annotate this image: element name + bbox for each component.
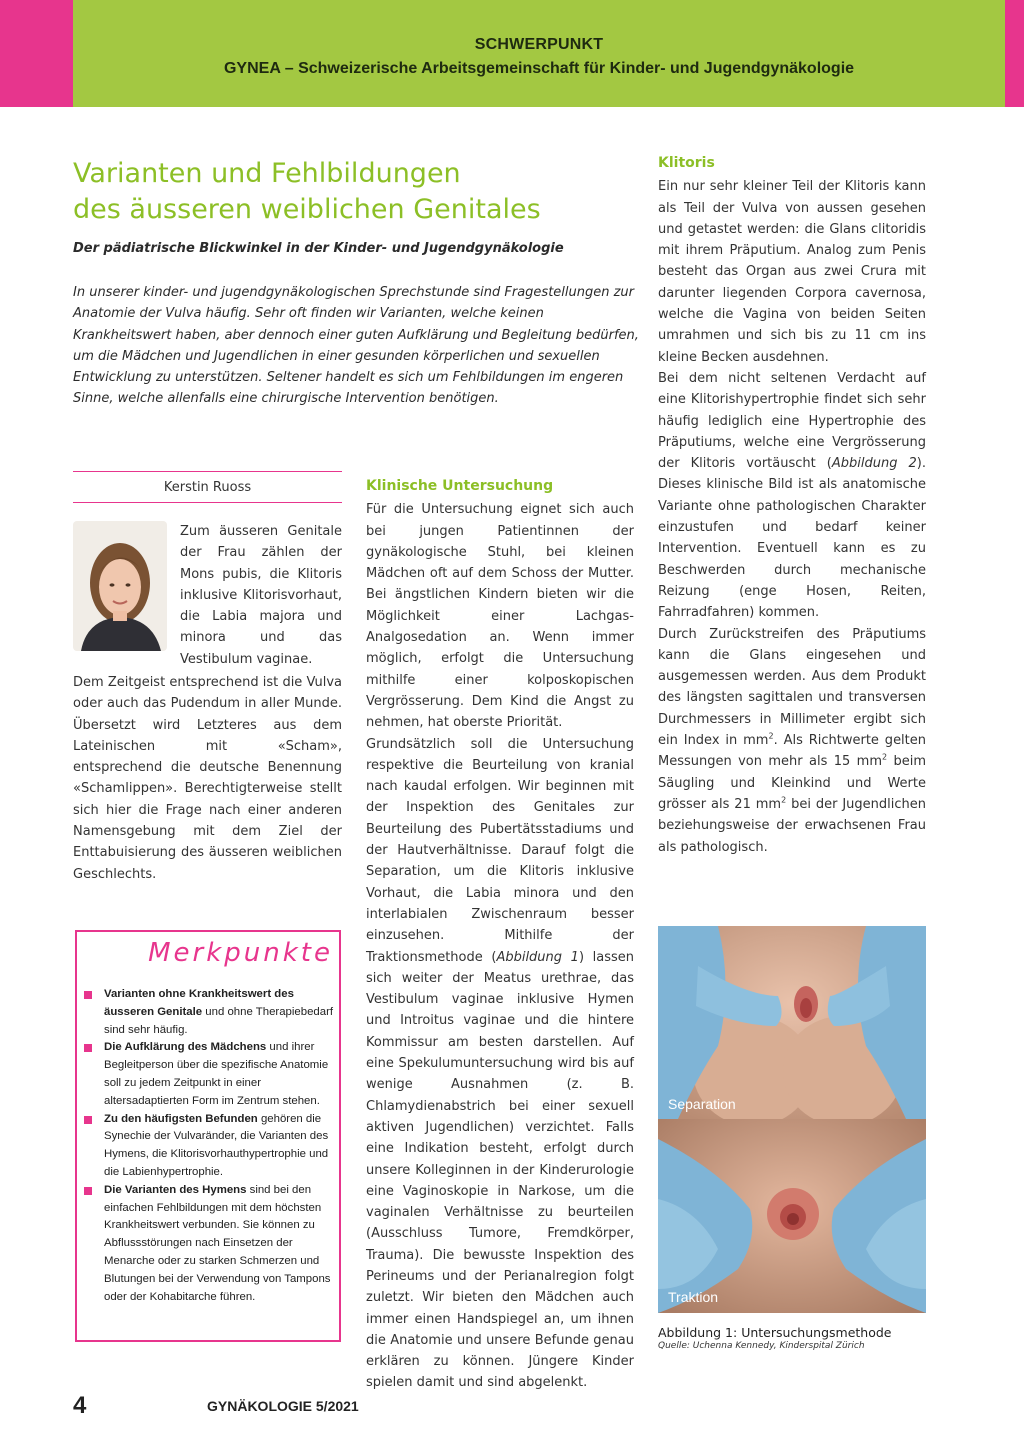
article-lead: In unserer kinder- und jugendgynäkologischen Sprechstunde sind Fragestellungen zur Anatomie der Vulva häufig. Sehr oft finden wir Varianten, welche keinen Krankheitswert haben, aber dennoch einer guten Aufklärung und Begleitung bedürfen, um die Mädchen und Jugendlichen in einer gesunden körperlichen und sexuellen Entwicklung zu unterstützen. Seltener handelt es sich um Fehlbildungen im engeren Sinne, welche allenfalls eine chirurgische Intervention benötigen. — [73, 285, 639, 407]
figure-reference: Abbildung 1 — [496, 949, 579, 965]
klinische-text: Grundsätzlich soll die Untersuchung respektive die Beurteilung von kranial nach kaudal erfolgen. Wir beginnen mit der Inspektion des Genitales zur Beurteilung des Pubertätsstadiums und der Hautverhältnisse. Darauf folgt die Separation, um die Klitoris inklusive Vorhaut, die Labia minora und den interlabialen Zwischenraum besser einzusehen. Mithilfe der Traktionsmethode ( — [366, 736, 634, 965]
bullet-square-icon — [84, 1044, 92, 1052]
figure-caption: Abbildung 1: Untersuchungsmethode — [658, 1325, 892, 1340]
merkpunkt-text: und ihrer Begleitperson über die spezifische Anatomie soll zu jedem Zeitpunkt in einer altersadaptierten Form im Zentrum stehen. — [104, 1041, 329, 1107]
figure-image-traktion — [658, 1119, 926, 1313]
organisation-line — [73, 60, 1005, 78]
page-number: 4 — [73, 1392, 87, 1419]
klitoris-paragraph-3 — [658, 624, 926, 858]
klitoris-heading: Klitoris — [658, 155, 715, 171]
header-pink-band-right — [1005, 0, 1024, 107]
merkpunkt-bold: Zu den häufigsten Befunden — [104, 1112, 258, 1125]
author-name: Kerstin Ruoss — [163, 480, 252, 495]
author-photo — [73, 521, 167, 651]
intro-paragraph: Dem Zeitgeist entsprechend ist die Vulva oder auch das Pudendum in aller Munde. Übersetzt wird Letzteres aus dem Lateinischen mit «Scham», entsprechend die deutsche Benennung «Schamlippen». Berechtigterweise stellt sich hier die Frage nach einer anderen Namensgebung mit dem Ziel der Enttabuisierung des äusseren weiblichen Geschlechts. — [73, 675, 342, 882]
merkpunkt-text: und ohne Therapiebedarf sind sehr häufig. — [104, 1005, 334, 1036]
klitoris-text: . Als Richtwerte gelten Messungen von mehr als 15 mm — [658, 733, 927, 770]
title-line-1: Varianten und Fehlbildungen — [73, 158, 461, 189]
superscript: 2 — [781, 795, 787, 805]
merkpunkt-text: sind bei den einfachen Fehlbildungen mit dem höchsten Krankheitswert verbunden. Sie können zu Abflussstörungen nach Einsetzen der Menarche oder zu starken Schmerzen und Blutungen bei der Verwendung von Tampons oder der Kohabitarche führen. — [104, 1183, 331, 1303]
merkpunkt-bold: Die Varianten des Hymens — [104, 1183, 247, 1196]
article-subtitle: Der pädiatrische Blickwinkel in der Kinder- und Jugendgynäkologie — [73, 241, 564, 256]
merkpunkt-bold: Varianten ohne Krankheitswert des äusseren Genitale — [104, 988, 294, 1018]
bullet-square-icon — [84, 1187, 92, 1195]
klitoris-text: Bei dem nicht seltenen Verdacht auf eine Klitorishypertrophie findet sich sehr häufig lediglich eine Hypertrophie des Präputiums, welche eine Vergrösserung der Klitoris vortäuscht ( — [658, 370, 926, 472]
author-rule-bottom — [73, 502, 342, 503]
merkpunkt-item — [84, 986, 336, 1039]
section-label: SCHWERPUNKT — [474, 36, 604, 53]
klitoris-text: Durch Zurückstreifen des Präputiums kann die Glans eingesehen und ausgemessen werden. Aus dem Produkt des längsten sagittalen und transversen Durchmessers in Millimeter ergibt sich ein Index in mm — [658, 626, 926, 749]
merkpunkte-list — [84, 986, 336, 1306]
article-title — [73, 156, 633, 228]
merkpunkt-text: gehören die Synechie der Vulvaränder, die Varianten des Hymens, die Klitorisvorhauthypertrophie und die Labienhypertrophie. — [104, 1112, 329, 1178]
superscript: 2 — [881, 752, 888, 762]
figure-label-separation: Separation — [668, 1096, 736, 1112]
title-line-2: des äusseren weiblichen Genitales — [73, 194, 541, 225]
klinische-heading: Klinische Untersuchung — [366, 478, 554, 494]
klinische-text: ) lassen sich weiter der Meatus urethrae, das Vestibulum vaginae inklusive Hymen und Introitus vaginae und die hintere Kommissur am besten darstellen. Auf eine Spekulumuntersuchung wird bis auf wenige Ausnahmen (z. B. Chlamydienabstrich bei einer sexuell aktiven Jugendlichen) verzichtet. Falls eine Indikation besteht, erfolgt durch unsere Kolleginnen in der Kinderurologie eine Vaginoskopie in Narkose, um die vaginalen Verhältnisse zu beurteilen (Ausschluss Tumore, Fremdkörper, Trauma). Die bewusste Inspektion des Perineums und der Perianalregion folgt zuletzt. Wir bieten den Mädchen auch immer einen Handspiegel an, um ihnen die Anatomie und unsere Befunde genau erklären zu können. Jüngere Kinder spielen damit und sind abgelenkt. — [366, 949, 634, 1391]
merkpunkte-title: Merkpunkte — [148, 938, 333, 968]
klinische-paragraph-1: Für die Untersuchung eignet sich auch bei jungen Patientinnen der gynäkologische Stuhl, bei kleinen Mädchen oft auf dem Schoss der Mutter. Bei ängstlichen Kindern bieten wir die Möglichkeit einer Lachgas-Analgosedation an. Wenn immer möglich, erfolgt die Untersuchung mithilfe einer kolposkopischen Vergrösserung. Dem Kind die Angst zu nehmen, hat oberste Priorität. — [366, 502, 634, 731]
figure-image-separation — [658, 926, 926, 1119]
superscript: 2 — [768, 731, 774, 741]
author-rule-top — [73, 471, 342, 472]
klinische-section — [366, 476, 634, 1394]
klitoris-text: beim Säugling und Kleinkind und Werte grösser als 21 mm — [658, 754, 926, 812]
figure-reference: Abbildung 2 — [831, 456, 917, 472]
klitoris-paragraph-2 — [658, 368, 926, 624]
klitoris-section — [658, 153, 926, 858]
figure-source: Quelle: Uchenna Kennedy, Kinderspital Zürich — [658, 1341, 865, 1351]
figure-label-traktion: Traktion — [668, 1289, 719, 1305]
merkpunkt-item — [84, 1182, 336, 1307]
klinische-paragraph-2 — [366, 734, 634, 1394]
organisation-name: – Schweizerische Arbeitsgemeinschaft für Kinder- und Jugendgynäkologie — [280, 60, 855, 77]
header-pink-band-left — [0, 0, 73, 107]
header-text — [73, 36, 1005, 78]
klitoris-text: bei der Jugendlichen beziehungsweise der erwachsenen Frau als pathologisch. — [658, 796, 926, 855]
journal-issue: GYNÄKOLOGIE 5/2021 — [207, 1398, 359, 1414]
bullet-square-icon — [84, 991, 92, 999]
merkpunkt-item — [84, 1111, 336, 1182]
organisation-abbrev: GYNEA — [223, 60, 281, 77]
klitoris-paragraph-1: Ein nur sehr kleiner Teil der Klitoris kann als Teil der Vulva von aussen gesehen und getastet werden: die Glans clitoridis mit ihrem Präputium. Analog zum Penis besteht das Organ aus zwei Crura mit darunter liegenden Corpora cavernosa, welche die Vagina von beiden Seiten umrahmen und sich bis zu 11 cm ins kleine Becken ausdehnen. — [658, 179, 926, 365]
merkpunkt-item — [84, 1039, 336, 1110]
merkpunkt-bold: Die Aufklärung des Mädchens — [104, 1041, 267, 1054]
klitoris-text: ). Dieses klinische Bild ist als anatomische Variante ohne pathologischen Charakter einzustufen und bedarf keiner Intervention. Eventuell kann es zu Beschwerden durch mechanische Reizung (enge Hosen, Reiten, Fahrradfahren) kommen. — [658, 456, 926, 621]
bullet-square-icon — [84, 1116, 92, 1124]
intro-wrapped-text: Zum äusseren Genitale der Frau zählen der Mons pubis, die Klitoris inklusive Klitorisvorhaut, die Labia majora und minora und das Vestibulum vaginae. — [180, 524, 342, 667]
